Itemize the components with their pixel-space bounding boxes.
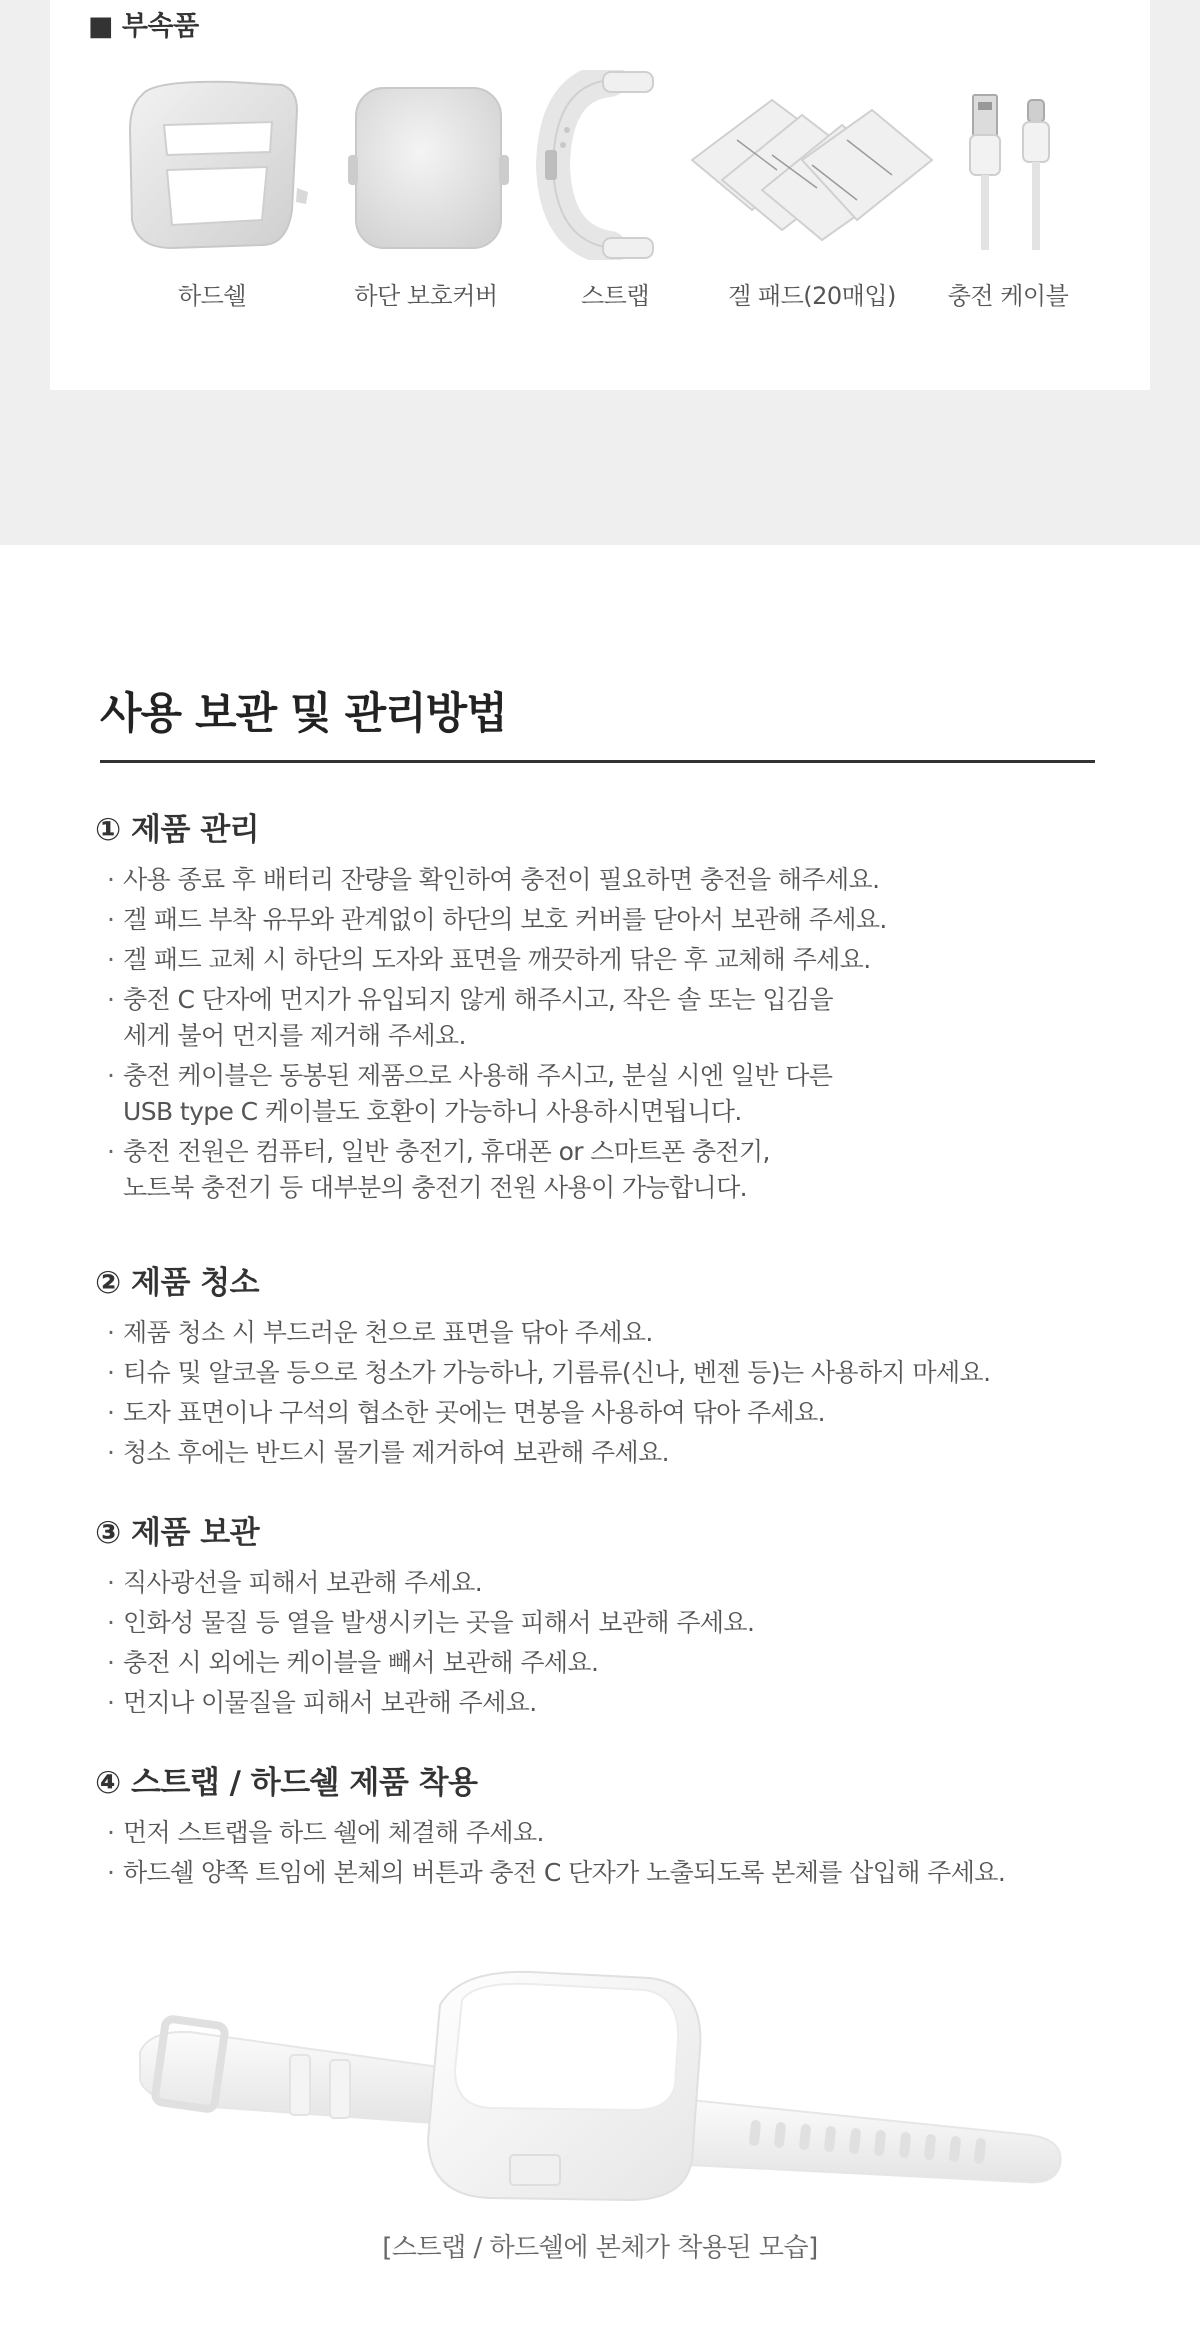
list-item-text: · 먼지나 이물질을 피해서 보관해 주세요. (123, 1688, 537, 1717)
section-title: ② 제품 청소 (95, 1265, 260, 1301)
list-item (95, 982, 887, 1054)
list-item-text: · 하드쉘 양쪽 트임에 본체의 버튼과 충전 C 단자가 노출되도록 본체를 삽입해 주세요. (123, 1858, 1006, 1887)
list-item (95, 1058, 887, 1130)
accessory-label-bottom-cover: 하단 보호커버 (354, 282, 498, 310)
list-item (95, 1395, 990, 1431)
list-item (95, 1355, 990, 1391)
accessory-label-strap: 스트랩 (580, 282, 650, 310)
list-item-text: 세게 불어 먼지를 제거해 주세요. (123, 1021, 466, 1050)
list-item-text: · 사용 종료 후 배터리 잔량을 확인하여 충전이 필요하면 충전을 해주세요. (123, 865, 880, 894)
list-item (95, 1685, 754, 1721)
list-item-text: · 충전 전원은 컴퓨터, 일반 충전기, 휴대폰 or 스마트폰 충전기, (123, 1137, 770, 1166)
list-item-text: · 충전 시 외에는 케이블을 빼서 보관해 주세요. (123, 1648, 599, 1677)
hard-shell-image (112, 70, 312, 260)
list-item (95, 1815, 1005, 1851)
list-item-text: · 겔 패드 부착 유무와 관계없이 하단의 보호 커버를 닫아서 보관해 주세요. (123, 905, 887, 934)
watch-assembled-image (130, 1960, 1070, 2210)
list-item-text: 노트북 충전기 등 대부분의 충전기 전원 사용이 가능합니다. (123, 1173, 747, 1202)
section-title: ① 제품 관리 (95, 812, 260, 848)
list-item-text: · 인화성 물질 등 열을 발생시키는 곳을 피해서 보관해 주세요. (123, 1608, 755, 1637)
list-item (95, 942, 887, 978)
list-item-text: · 겔 패드 교체 시 하단의 도자와 표면을 깨끗하게 닦은 후 교체해 주세요. (123, 945, 871, 974)
bottom-cover-image (326, 70, 526, 260)
list-item (95, 1565, 754, 1601)
list-item-text: · 청소 후에는 반드시 물기를 제거하여 보관해 주세요. (123, 1438, 669, 1467)
section-title: ③ 제품 보관 (95, 1515, 260, 1551)
accessory-label-hard-shell: 하드쉘 (177, 282, 247, 310)
list-item-text: · 티슈 및 알코올 등으로 청소가 가능하나, 기름류(신나, 벤젠 등)는 사용하지 마세요. (123, 1358, 991, 1387)
list-item (95, 1315, 990, 1351)
section-title: ④ 스트랩 / 하드쉘 제품 착용 (95, 1765, 478, 1801)
care-section-title: 사용 보관 및 관리방법 (100, 689, 507, 739)
list-item-text: · 도자 표면이나 구석의 협소한 곳에는 면봉을 사용하여 닦아 주세요. (123, 1398, 825, 1427)
accessory-label-charging-cable: 충전 케이블 (947, 282, 1069, 310)
list-item (95, 1435, 990, 1471)
section-product-storage (95, 1513, 754, 1725)
list-item (95, 902, 887, 938)
list-item-text: · 제품 청소 시 부드러운 천으로 표면을 닦아 주세요. (123, 1318, 653, 1347)
list-item-text: · 직사광선을 피해서 보관해 주세요. (123, 1568, 483, 1597)
section-product-cleaning (95, 1263, 990, 1475)
list-item (95, 1134, 887, 1206)
list-item (95, 1645, 754, 1681)
list-item-text: · 충전 C 단자에 먼지가 유입되지 않게 해주시고, 작은 솔 또는 입김을 (123, 985, 833, 1014)
list-item-text: · 먼저 스트랩을 하드 쉘에 체결해 주세요. (123, 1818, 544, 1847)
accessory-item-hard-shell (112, 60, 312, 320)
accessories-heading: ■ 부속품 (88, 11, 199, 42)
accessories-list (0, 60, 1200, 320)
accessory-item-bottom-cover (326, 60, 526, 320)
list-item (95, 1855, 1005, 1891)
watch-caption: [스트랩 / 하드쉘에 본체가 착용된 모습] (382, 2233, 818, 2263)
gel-pad-image (682, 70, 942, 260)
accessory-label-gel-pad: 겔 패드(20매입) (728, 282, 896, 310)
section-product-management (95, 810, 887, 1210)
section-strap-shell-wearing (95, 1763, 1005, 1895)
accessory-item-gel-pad (712, 60, 912, 320)
list-item (95, 862, 887, 898)
care-title-divider (100, 760, 1095, 763)
accessories-background (0, 0, 1200, 545)
list-item-text: USB type C 케이블도 호환이 가능하니 사용하시면됩니다. (123, 1097, 742, 1126)
list-item (95, 1605, 754, 1641)
charging-cable-image (908, 70, 1108, 260)
list-item-text: · 충전 케이블은 동봉된 제품으로 사용해 주시고, 분실 시엔 일반 다른 (123, 1061, 833, 1090)
accessory-item-charging-cable (908, 60, 1108, 320)
